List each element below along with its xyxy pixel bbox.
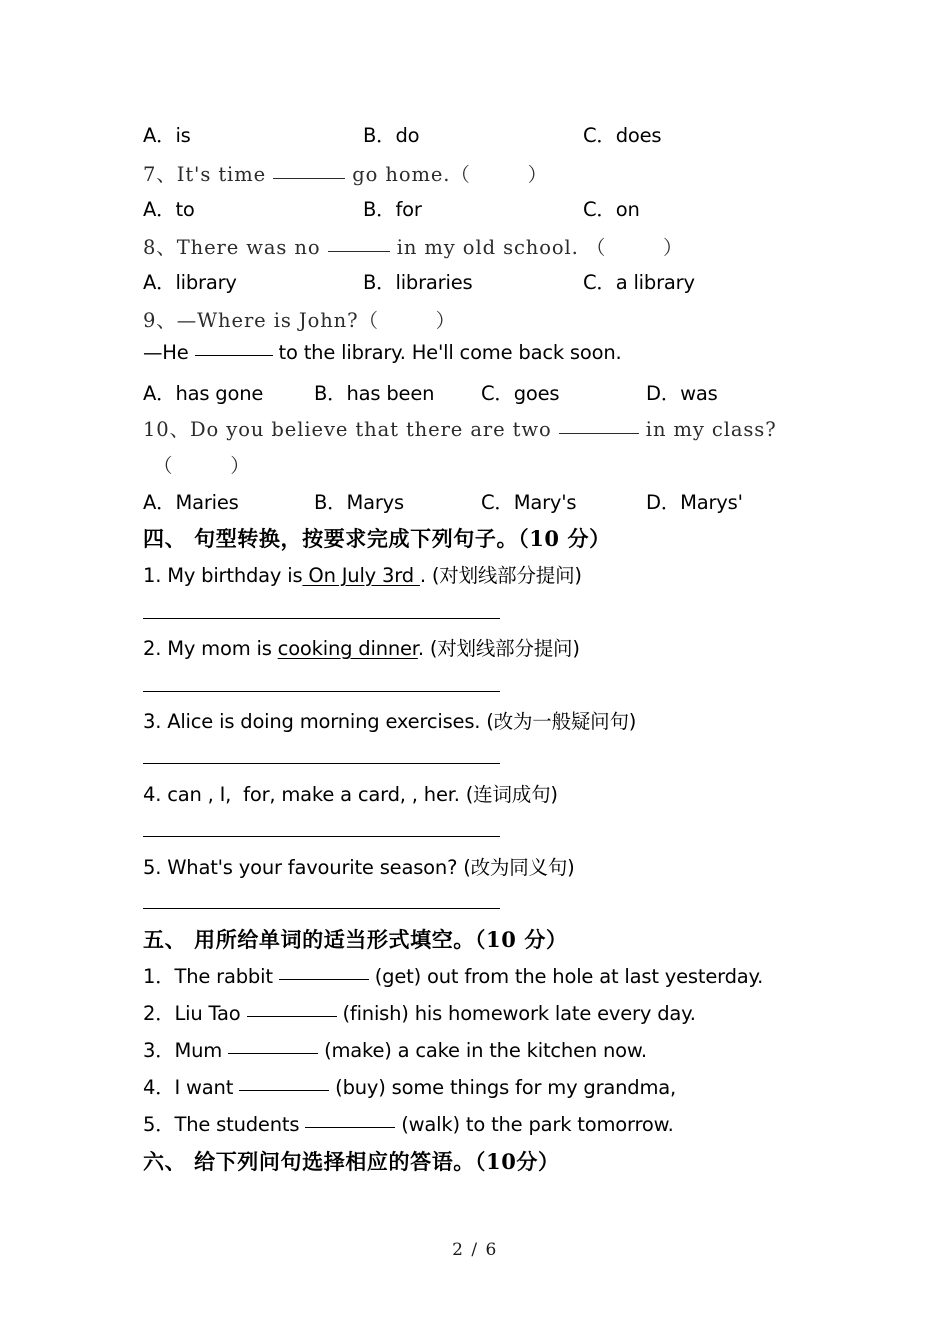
item-suffix: . (对划线部分提问) bbox=[419, 564, 582, 587]
item-suffix: . (对划线部分提问) bbox=[417, 637, 580, 660]
question-9-line1-text: —Where is John?（ ） bbox=[176, 309, 457, 332]
item-prefix: 2. My mom is bbox=[143, 637, 278, 660]
fill-blank-3[interactable] bbox=[228, 1053, 318, 1054]
question-10-blank[interactable] bbox=[559, 433, 639, 434]
item-text-before: 1．The rabbit bbox=[143, 965, 279, 988]
answer-line-5[interactable] bbox=[143, 908, 500, 909]
item-text-after: (make) a cake in the kitchen now. bbox=[318, 1039, 647, 1062]
question-10-text-before: Do you believe that there are two bbox=[190, 418, 559, 441]
option-c[interactable]: C．goes bbox=[481, 382, 560, 405]
section-five-heading: 五、 用所给单词的适当形式填空。（10 分） bbox=[143, 927, 568, 952]
question-9-blank[interactable] bbox=[195, 355, 273, 356]
section-four-item-1 bbox=[143, 560, 582, 588]
section-five-item-3 bbox=[143, 1035, 647, 1063]
section-four-heading: 四、 句型转换，按要求完成下列句子。（10 分） bbox=[143, 526, 611, 551]
question-8-blank[interactable] bbox=[328, 251, 390, 252]
item-text-after: (buy) some things for my grandma, bbox=[329, 1076, 677, 1099]
item-prefix: 4. can , I, for, make a card, , her. (连词成句) bbox=[143, 783, 558, 806]
question-10-options bbox=[143, 487, 843, 625]
item-text-before: 3．Mum bbox=[143, 1039, 229, 1062]
item-text-after: (walk) to the park tomorrow. bbox=[395, 1113, 674, 1136]
item-prefix: 5. What's your favourite season? (改为同义句) bbox=[143, 856, 575, 879]
option-a[interactable]: A．is bbox=[143, 124, 191, 147]
section-five-item-4 bbox=[143, 1072, 676, 1100]
question-7-text-after: go home.（ ） bbox=[345, 163, 548, 186]
question-9-line2-before: —He bbox=[143, 341, 195, 364]
item-text-before: 5．The students bbox=[143, 1113, 306, 1136]
question-7-number: 7、 bbox=[143, 163, 177, 186]
question-7-stem bbox=[143, 159, 548, 187]
option-d[interactable]: D．Marys' bbox=[646, 491, 743, 514]
fill-blank-5[interactable] bbox=[305, 1127, 395, 1128]
fill-blank-4[interactable] bbox=[239, 1090, 329, 1091]
question-8-text-after: in my old school. （ ） bbox=[389, 236, 684, 259]
section-four-item-5 bbox=[143, 852, 575, 880]
question-7-text-before: It's time bbox=[176, 163, 274, 186]
section-five-item-1 bbox=[143, 961, 763, 989]
fill-blank-2[interactable] bbox=[247, 1016, 337, 1017]
option-b[interactable]: B．for bbox=[363, 198, 422, 221]
option-d[interactable]: D．was bbox=[646, 382, 718, 405]
option-a[interactable]: A．has gone bbox=[143, 382, 264, 405]
option-b[interactable]: B．has been bbox=[314, 382, 435, 405]
item-text-after: (finish) his homework late every day. bbox=[336, 1002, 696, 1025]
item-underlined-phrase: On July 3rd bbox=[302, 564, 420, 587]
fill-blank-1[interactable] bbox=[279, 979, 369, 980]
answer-line-3[interactable] bbox=[143, 763, 500, 764]
option-b[interactable]: B．libraries bbox=[363, 271, 473, 294]
question-9-number: 9、 bbox=[143, 309, 177, 332]
section-five-item-2 bbox=[143, 998, 696, 1026]
item-text-after: (get) out from the hole at last yesterday. bbox=[368, 965, 764, 988]
option-c[interactable]: C．a library bbox=[583, 271, 695, 294]
page-number-footer: 2 / 6 bbox=[452, 1240, 498, 1260]
question-8-number: 8、 bbox=[143, 236, 177, 259]
item-text-before: 4．I want bbox=[143, 1076, 240, 1099]
option-b[interactable]: B．do bbox=[363, 124, 420, 147]
section-four-item-4 bbox=[143, 779, 558, 807]
question-7-blank[interactable] bbox=[273, 178, 345, 179]
question-10-bracket[interactable]: （ ） bbox=[153, 454, 251, 477]
section-six-heading: 六、 给下列问句选择相应的答语。（10分） bbox=[143, 1149, 560, 1174]
item-prefix: 1. My birthday is bbox=[143, 564, 303, 587]
option-c[interactable]: C．Mary's bbox=[481, 491, 577, 514]
section-four-item-3 bbox=[143, 706, 636, 734]
question-8-text-before: There was no bbox=[176, 236, 328, 259]
question-10-text-after: in my class? bbox=[638, 418, 777, 441]
answer-line-4[interactable] bbox=[143, 836, 500, 837]
question-10-number: 10、 bbox=[143, 418, 191, 441]
question-9-stem-line2 bbox=[143, 341, 622, 364]
answer-line-2[interactable] bbox=[143, 691, 500, 692]
option-c[interactable]: C．does bbox=[583, 124, 662, 147]
option-c[interactable]: C．on bbox=[583, 198, 640, 221]
option-b[interactable]: B．Marys bbox=[314, 491, 404, 514]
question-9-stem-line1 bbox=[143, 305, 456, 333]
item-prefix: 3. Alice is doing morning exercises. (改为一般疑问句) bbox=[143, 710, 637, 733]
answer-line-1[interactable] bbox=[143, 618, 500, 619]
item-underlined-phrase: cooking dinner bbox=[277, 637, 418, 660]
section-five-item-5 bbox=[143, 1109, 674, 1137]
option-a[interactable]: A．Maries bbox=[143, 491, 239, 514]
question-10-stem bbox=[143, 414, 777, 442]
question-8-stem bbox=[143, 232, 683, 260]
item-text-before: 2．Liu Tao bbox=[143, 1002, 247, 1025]
question-9-line2-after: to the library. He'll come back soon. bbox=[272, 341, 622, 364]
section-four-item-2 bbox=[143, 633, 580, 661]
option-a[interactable]: A．library bbox=[143, 271, 237, 294]
option-a[interactable]: A．to bbox=[143, 198, 195, 221]
